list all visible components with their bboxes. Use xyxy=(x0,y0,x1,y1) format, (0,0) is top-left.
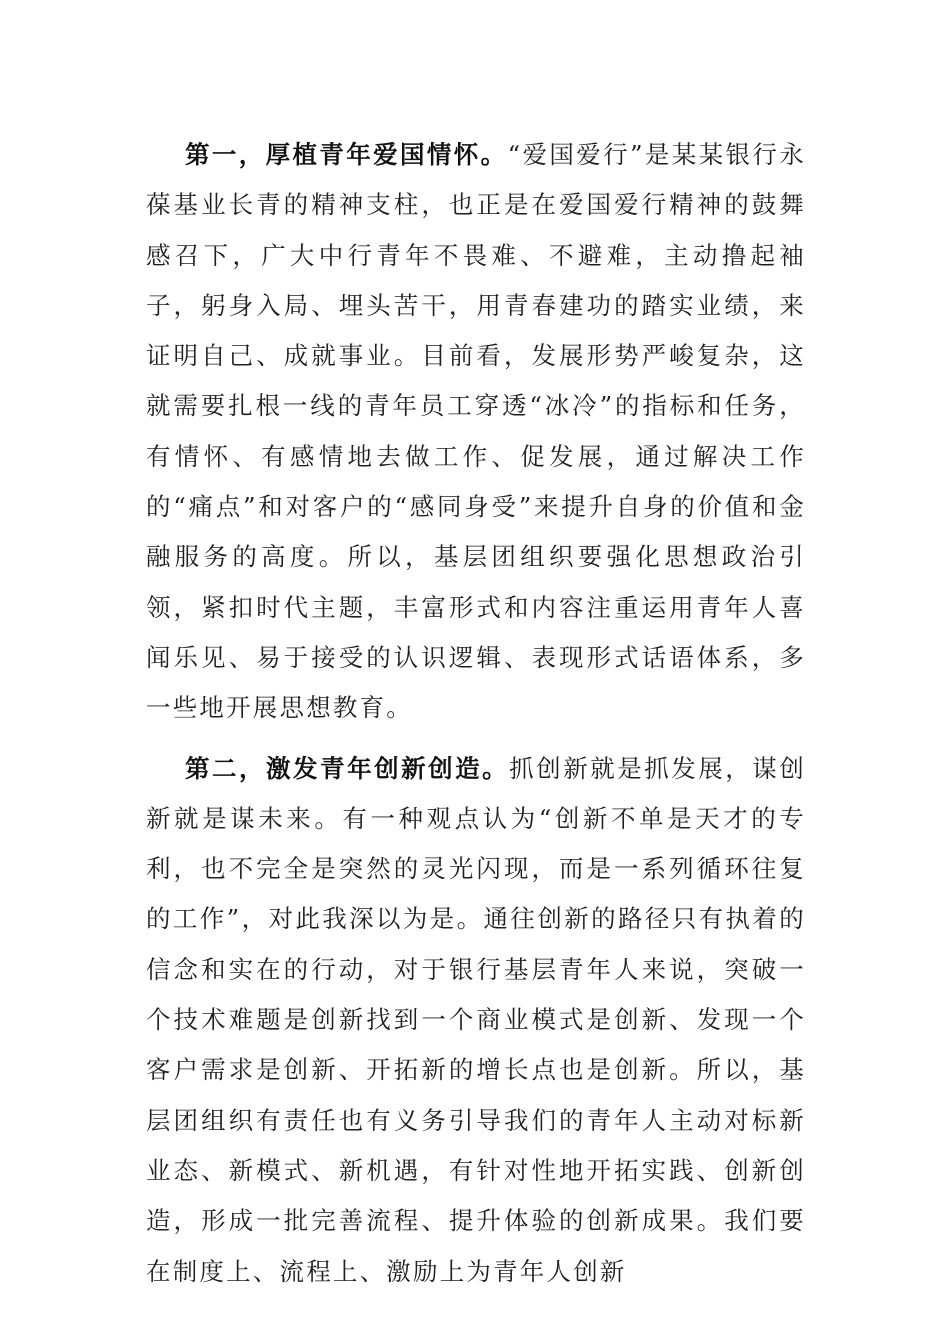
paragraph-heading: 第二，激发青年创新创造。 xyxy=(185,753,510,783)
paragraph-heading: 第一，厚植青年爱国情怀。 xyxy=(185,140,508,169)
paragraph-text: 抓创新就是抓发展，谋创新就是谋未来。有一种观点认为“创新不单是天才的专利，也不完全是突然的灵光闪现，而是一系列循环往复的工作”，对此我深以为是。通往创新的路径只有执着的信念和实在的行动，对于银行基层青年人来说，突破一个技术难题是创新找到一个商业模式是创新、发现一个客户需求是创新、开拓新的增长点也是创新。所以，基层团组织有责任也有义务引导我们的青年人主动对标新业态、新模式、新机遇，有针对性地开拓实践、创新创造，形成一批完善流程、提升体验的创新成果。我们要在制度上、流程上、激励上为青年人创新 xyxy=(146,753,807,1286)
document-body xyxy=(146,130,806,1297)
paragraph-patriotism xyxy=(146,130,806,734)
paragraph-text: “爱国爱行”是某某银行永葆基业长青的精神支柱，也正是在爱国爱行精神的鼓舞感召下，广大中行青年不畏难、不避难，主动撸起袖子，躬身入局、埋头苦干，用青春建功的踏实业绩，来证明自己、成就事业。目前看，发展形势严峻复杂，这就需要扎根一线的青年员工穿透“冰冷”的指标和任务，有情怀、有感情地去做工作、促发展，通过解决工作的“痛点”和对客户的“感同身受”来提升自身的价值和金融服务的高度。所以，基层团组织要强化思想政治引领，紧扣时代主题，丰富形式和内容注重运用青年人喜闻乐见、易于接受的认识逻辑、表现形式话语体系，多一些地开展思想教育。 xyxy=(146,140,806,723)
paragraph-innovation xyxy=(146,744,806,1297)
